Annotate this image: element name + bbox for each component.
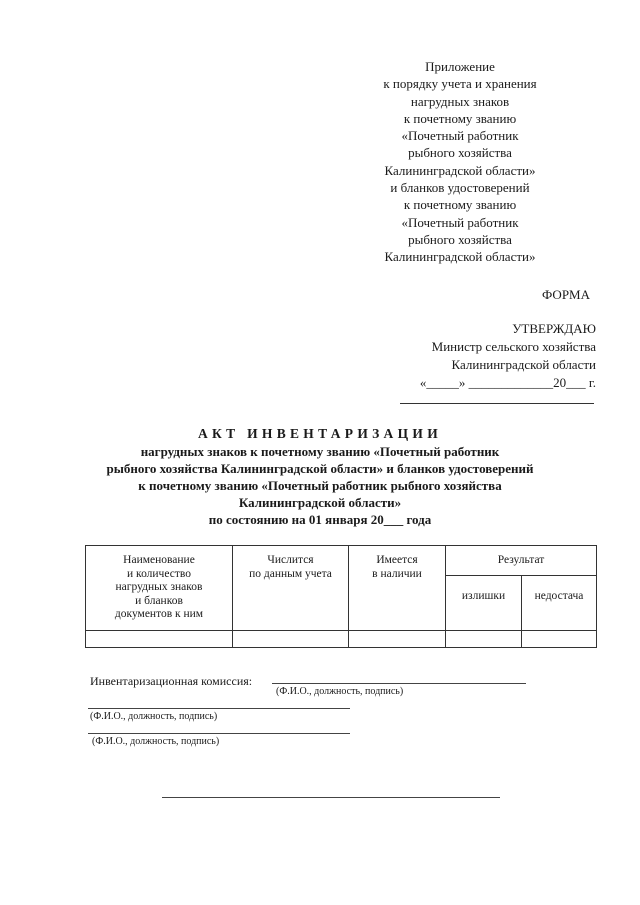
table-cell bbox=[522, 631, 597, 648]
signature-caption-1: (Ф.И.О., должность, подпись) bbox=[276, 686, 404, 697]
appendix-block bbox=[360, 58, 560, 266]
header-surplus: излишки bbox=[446, 576, 522, 631]
approval-region: Калининградской области bbox=[451, 357, 596, 372]
approval-signature-line bbox=[400, 403, 594, 404]
appendix-line: Калининградской области» bbox=[384, 162, 536, 178]
title-heading: АКТ ИНВЕНТАРИЗАЦИИ bbox=[197, 426, 443, 441]
header-shortage: недостача bbox=[522, 576, 597, 631]
title-line: рыбного хозяйства Калининградской области» и бланков удостоверений bbox=[106, 461, 534, 476]
inventory-table bbox=[85, 545, 597, 648]
table-cell bbox=[86, 631, 233, 648]
document-title bbox=[70, 425, 570, 528]
commission-signature-line-1 bbox=[272, 683, 526, 684]
appendix-line: Приложение bbox=[425, 59, 495, 74]
title-line: нагрудных знаков к почетному званию «Почетный работник bbox=[140, 444, 500, 459]
appendix-line: нагрудных знаков bbox=[410, 93, 510, 109]
appendix-line: к порядку учета и хранения bbox=[383, 76, 537, 92]
header-result: Результат bbox=[446, 546, 597, 576]
signature-caption-3: (Ф.И.О., должность, подпись) bbox=[92, 736, 220, 747]
appendix-line: Калининградской области» bbox=[384, 249, 536, 265]
appendix-line: рыбного хозяйства bbox=[408, 145, 512, 161]
header-name: Наименование и количество нагрудных знаков и бланков документов к ним bbox=[86, 546, 233, 631]
table-cell bbox=[349, 631, 446, 648]
table-cell bbox=[233, 631, 349, 648]
approval-heading: УТВЕРЖДАЮ bbox=[512, 321, 596, 336]
header-available: Имеется в наличии bbox=[349, 546, 446, 631]
appendix-line: и бланков удостоверений bbox=[390, 180, 530, 196]
appendix-line: к почетному званию bbox=[403, 197, 517, 213]
approval-block bbox=[380, 320, 596, 392]
header-accounted: Числится по данным учета bbox=[233, 546, 349, 631]
appendix-line: «Почетный работник bbox=[401, 214, 519, 230]
appendix-line: к почетному званию bbox=[403, 110, 517, 126]
form-label: ФОРМА bbox=[542, 287, 590, 302]
appendix-line: «Почетный работник bbox=[401, 128, 519, 144]
signature-caption-2: (Ф.И.О., должность, подпись) bbox=[90, 711, 218, 722]
commission-signature-line-2 bbox=[88, 708, 350, 709]
approval-position: Министр сельского хозяйства bbox=[431, 339, 596, 354]
table-cell bbox=[446, 631, 522, 648]
title-line: Калининградской области» bbox=[238, 495, 402, 510]
title-date-line: по состоянию на 01 января 20___ года bbox=[208, 512, 432, 527]
commission-signature-line-3 bbox=[88, 733, 350, 734]
title-line: к почетному званию «Почетный работник рыбного хозяйства bbox=[138, 478, 502, 493]
commission-label: Инвентаризационная комиссия: bbox=[90, 674, 253, 688]
bottom-divider-line bbox=[162, 797, 500, 798]
approval-date-line: «_____» _____________20___ г. bbox=[419, 375, 596, 390]
appendix-line: рыбного хозяйства bbox=[408, 231, 512, 247]
